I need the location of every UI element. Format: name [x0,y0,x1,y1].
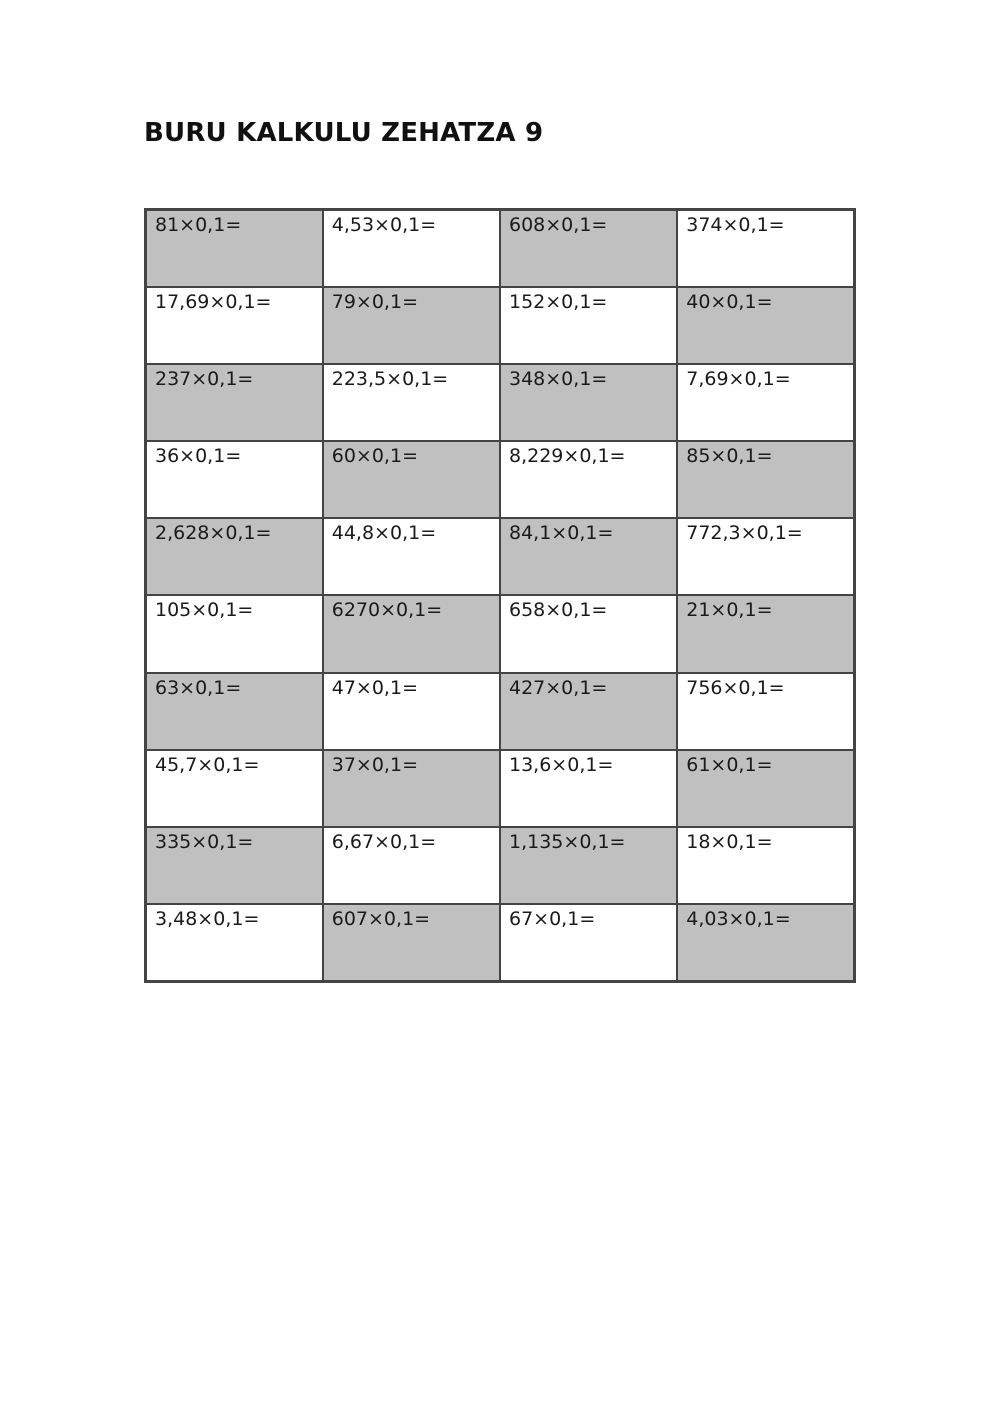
exercise-cell: 772,3×0,1= [677,518,854,595]
exercise-cell: 44,8×0,1= [323,518,500,595]
exercise-cell: 84,1×0,1= [500,518,677,595]
table-row [146,364,855,441]
exercise-cell: 608×0,1= [500,210,677,288]
exercise-cell: 45,7×0,1= [146,750,323,827]
exercise-cell: 79×0,1= [323,287,500,364]
exercise-cell: 223,5×0,1= [323,364,500,441]
exercise-cell: 4,53×0,1= [323,210,500,288]
exercise-cell: 60×0,1= [323,441,500,518]
exercise-cell: 47×0,1= [323,673,500,750]
exercise-cell: 756×0,1= [677,673,854,750]
table-row [146,441,855,518]
table-row [146,673,855,750]
exercise-cell: 81×0,1= [146,210,323,288]
exercise-cell: 427×0,1= [500,673,677,750]
table-row [146,827,855,904]
exercise-cell: 374×0,1= [677,210,854,288]
exercise-cell: 658×0,1= [500,595,677,672]
exercise-table [144,208,856,983]
exercise-cell: 2,628×0,1= [146,518,323,595]
exercise-cell: 61×0,1= [677,750,854,827]
exercise-cell: 348×0,1= [500,364,677,441]
exercise-cell: 4,03×0,1= [677,904,854,982]
exercise-cell: 335×0,1= [146,827,323,904]
table-row [146,210,855,288]
exercise-cell: 17,69×0,1= [146,287,323,364]
table-row [146,904,855,982]
exercise-cell: 3,48×0,1= [146,904,323,982]
exercise-cell: 85×0,1= [677,441,854,518]
exercise-cell: 21×0,1= [677,595,854,672]
exercise-cell: 6270×0,1= [323,595,500,672]
exercise-cell: 152×0,1= [500,287,677,364]
exercise-cell: 237×0,1= [146,364,323,441]
table-row [146,518,855,595]
exercise-cell: 6,67×0,1= [323,827,500,904]
exercise-cell: 36×0,1= [146,441,323,518]
exercise-cell: 67×0,1= [500,904,677,982]
table-row [146,750,855,827]
exercise-cell: 105×0,1= [146,595,323,672]
exercise-cell: 7,69×0,1= [677,364,854,441]
exercise-cell: 607×0,1= [323,904,500,982]
exercise-cell: 37×0,1= [323,750,500,827]
exercise-cell: 40×0,1= [677,287,854,364]
table-row [146,287,855,364]
exercise-cell: 18×0,1= [677,827,854,904]
exercise-cell: 8,229×0,1= [500,441,677,518]
exercise-cell: 63×0,1= [146,673,323,750]
table-row [146,595,855,672]
page-title: BURU KALKULU ZEHATZA 9 [144,118,544,148]
exercise-cell: 1,135×0,1= [500,827,677,904]
exercise-cell: 13,6×0,1= [500,750,677,827]
